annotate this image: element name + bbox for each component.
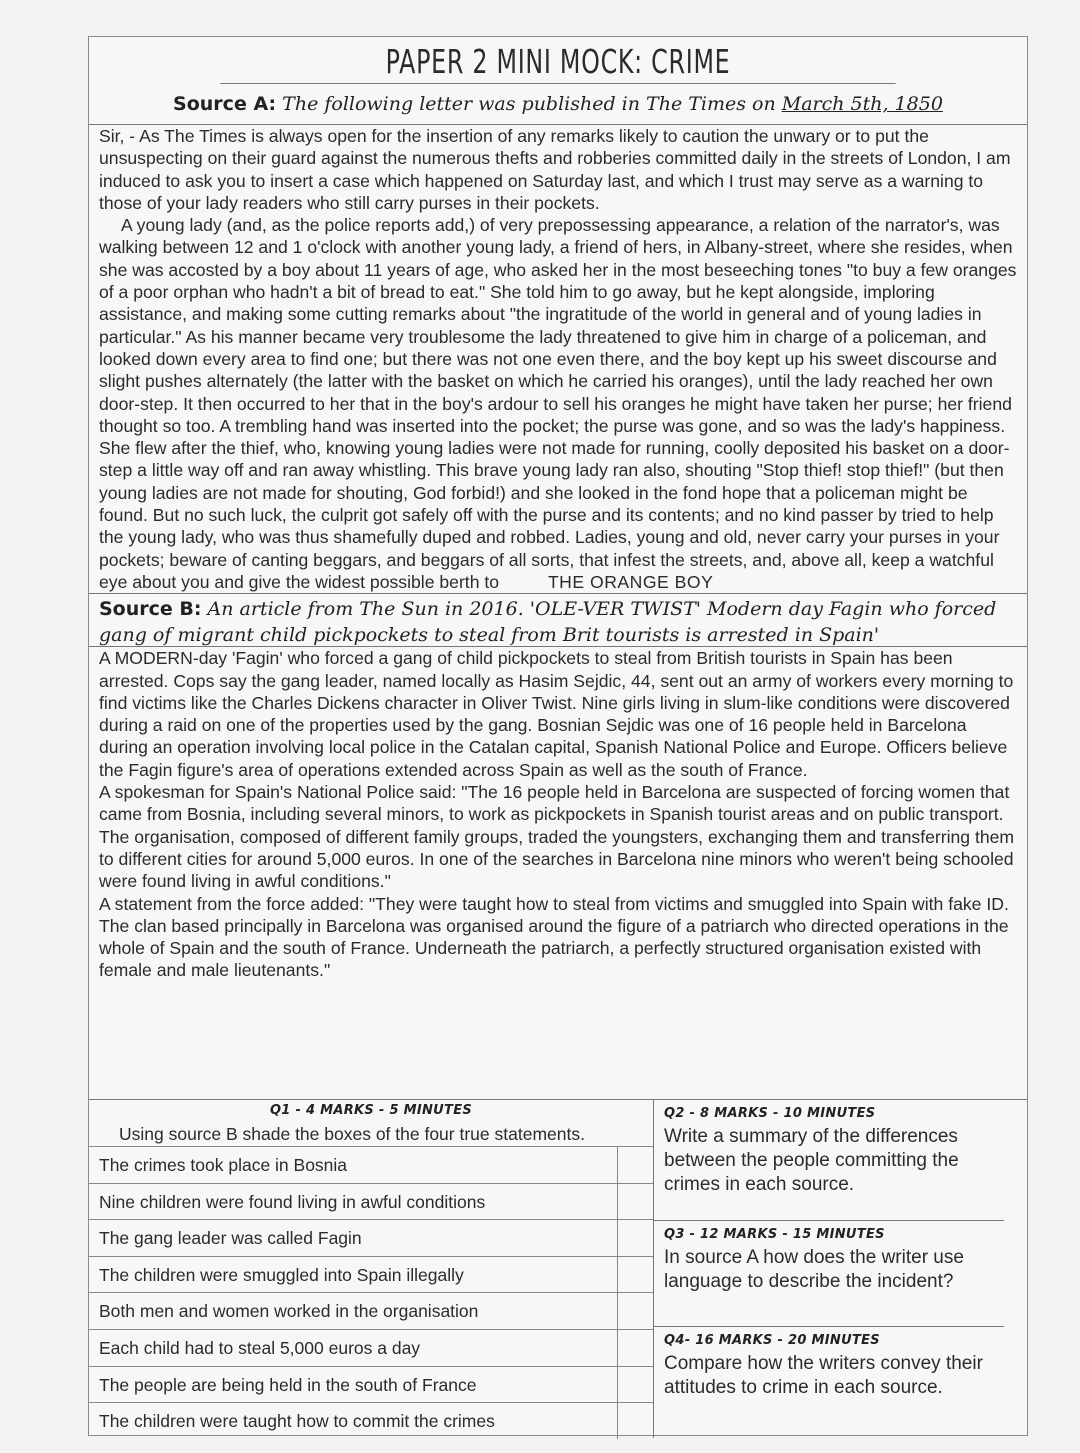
source-a-paragraph-text: A young lady (and, as the police reports add,) of very prepossessing appearance, a relation of the narrator's, was walking between 12 and 1 o'clock with another young lady, a friend of hers, in Albany-street, where she resides, when she was accosted by a boy about 11 years of age, who asked her in the most beseeching tones "to buy a few oranges of a poor orphan who hadn't a bit of bread to eat." She told him to go away, but he kept alongside, imploring assistance, and making some cutting remarks about "the ingratitude of the world in general and of young ladies in particular." As his manner became very troublesome the lady threatened to give him in charge of a policeman, and looked down every area to find one; but there was not one even there, and the boy kept up his sweet discourse and slight pushes alternately (the latter with the basket on which he carried his oranges), until the lady reached her own door-step. It then occurred to her that in the boy's ardour to sell his oranges he might have taken her purse; her friend thought so too. A trembling hand was inserted into the pocket; the purse was gone, and so was the lady's happiness. She flew after the thief, who, knowing young ladies were not made for running, coolly deposited his basket on a door-step a little way off and ran away whistling. This brave young lady ran also, shouting "Stop thief! stop thief!" (but then young ladies are not made for shouting, God forbid!) and she looked in the fond hope that a policeman might be found. But no such luck, the culprit got safely off with the purse and its contents; and no kind passer by tried to help the young lady, who was thus shamefully duped and robbed. Ladies, young and old, never carry your purses in your pockets; beware of canting beggars, and beggars of all sorts, that infest the streets, and, above all, keep a watchful eye about you and give the widest possible berth to (99, 215, 1017, 592)
statement-row (89, 1146, 653, 1183)
source-b-paragraph: A MODERN-day 'Fagin' who forced a gang of child pickpockets to steal from British tourists in Spain has been arrested. Cops say the gang leader, named locally as Hasim Sejdic, 44, sent out an army of workers every morning to find victims like the Charles Dickens character in Oliver Twist. Nine girls living in slum-like conditions were discovered during a raid on one of the properties used by the gang. Bosnian Sejdic was one of 16 people held in Barcelona during an operation involving local police in the Catalan capital, Spanish National Police and Europe. Officers believe the Fagin figure's area of operations extended across Spain as well as the south of France. (99, 648, 1014, 780)
source-a-heading (89, 84, 1027, 125)
source-a-signature: THE ORANGE BOY (547, 571, 714, 592)
questions-grid (89, 1099, 1027, 1438)
statement-text: The crimes took place in Bosnia (99, 1155, 348, 1175)
source-a-body (89, 125, 1027, 593)
shade-box[interactable] (617, 1219, 653, 1256)
source-b-paragraph: A spokesman for Spain's National Police said: "The 16 people held in Barcelona are suspected of forcing women that came from Bosnia, including several minors, to work as pickpockets in Spanish tourist areas and on public transport. The organisation, composed of different family groups, traded the youngsters, exchanging them and transferring them to different cities for around 5,000 euros. In one of the searches in Barcelona nine minors who weren't being schooled were found living in awful conditions." (99, 782, 1015, 892)
q2-text: Write a summary of the differences between the people committing the crimes in each source. (664, 1126, 959, 1195)
shade-box[interactable] (617, 1183, 653, 1220)
statement-row (89, 1329, 653, 1366)
source-b-heading (89, 593, 1027, 647)
statement-row (89, 1402, 653, 1439)
source-b-intro: An article from The Sun in 2016. 'OLE-VER TWIST' Modern day Fagin who forced gang of migrant child pickpockets to steal from Brit tourists is arrested in Spain' (99, 598, 997, 647)
q3-text: In source A how does the writer use language to describe the incident? (664, 1247, 964, 1292)
questions-panel (653, 1100, 1004, 1438)
source-b-label: Source B: (99, 598, 202, 621)
source-a-paragraph (89, 214, 1027, 593)
source-a-paragraph: Sir, - As The Times is always open for the insertion of any remarks likely to caution the unwary or to put the unsuspecting on their guard against the numerous thefts and robberies committed daily in the streets of London, I am induced to ask you to insert a case which happened on Saturday last, and which I trust may serve as a warning to those of your lady readers who still carry purses in their pockets. (99, 126, 1011, 213)
statement-text: Nine children were found living in awful conditions (99, 1191, 486, 1212)
statement-text: The gang leader was called Fagin (99, 1228, 362, 1249)
worksheet (88, 36, 1028, 1436)
statement-text: The children were smuggled into Spain illegally (99, 1264, 464, 1285)
statement-text: Both men and women worked in the organisation (99, 1301, 479, 1322)
q1-instruction: Using source B shade the boxes of the four true statements. (119, 1124, 585, 1144)
q2-heading: Q2 - 8 MARKS - 10 MINUTES (664, 1106, 876, 1121)
source-b-paragraph: A statement from the force added: "They were taught how to steal from victims and smuggled into Spain with fake ID. The clan based principally in Barcelona was organised around the figure of a patriarch who directed operations in the whole of Spain and the south of France. Underneath the patriarch, a perfectly structured organisation existed with female and male lieutenants." (99, 893, 1009, 981)
q3-heading: Q3 - 12 MARKS - 15 MINUTES (664, 1227, 885, 1242)
statement-row (89, 1219, 653, 1256)
statement-text: Each child had to steal 5,000 euros a day (99, 1337, 421, 1358)
shade-box[interactable] (617, 1329, 653, 1366)
statement-row (89, 1183, 653, 1220)
q4-cell (654, 1326, 1004, 1438)
source-a-date: March 5th, 1850 (781, 93, 943, 115)
statement-row (89, 1292, 653, 1329)
shade-box[interactable] (617, 1366, 653, 1403)
q4-text: Compare how the writers convey their attitudes to crime in each source. (664, 1353, 983, 1398)
q3-cell (654, 1220, 1004, 1326)
statement-row (89, 1256, 653, 1293)
q2-cell (654, 1100, 1004, 1220)
q1-heading: Q1 - 4 MARKS - 5 MINUTES (269, 1103, 473, 1118)
q1-panel (89, 1100, 653, 1438)
shade-box[interactable] (617, 1256, 653, 1293)
page-title: PAPER 2 MINI MOCK: CRIME (220, 37, 895, 84)
q4-heading: Q4- 16 MARKS - 20 MINUTES (664, 1333, 880, 1348)
shade-box[interactable] (617, 1146, 653, 1183)
shade-box[interactable] (617, 1292, 653, 1329)
source-b-body (89, 647, 1027, 981)
statement-text: The people are being held in the south of France (99, 1374, 477, 1395)
statement-text: The children were taught how to commit the crimes (99, 1411, 495, 1432)
shade-box[interactable] (617, 1402, 653, 1439)
source-a-label: Source A: (173, 93, 277, 115)
source-a-intro: The following letter was published in The Times on (282, 93, 776, 115)
statement-row (89, 1366, 653, 1403)
